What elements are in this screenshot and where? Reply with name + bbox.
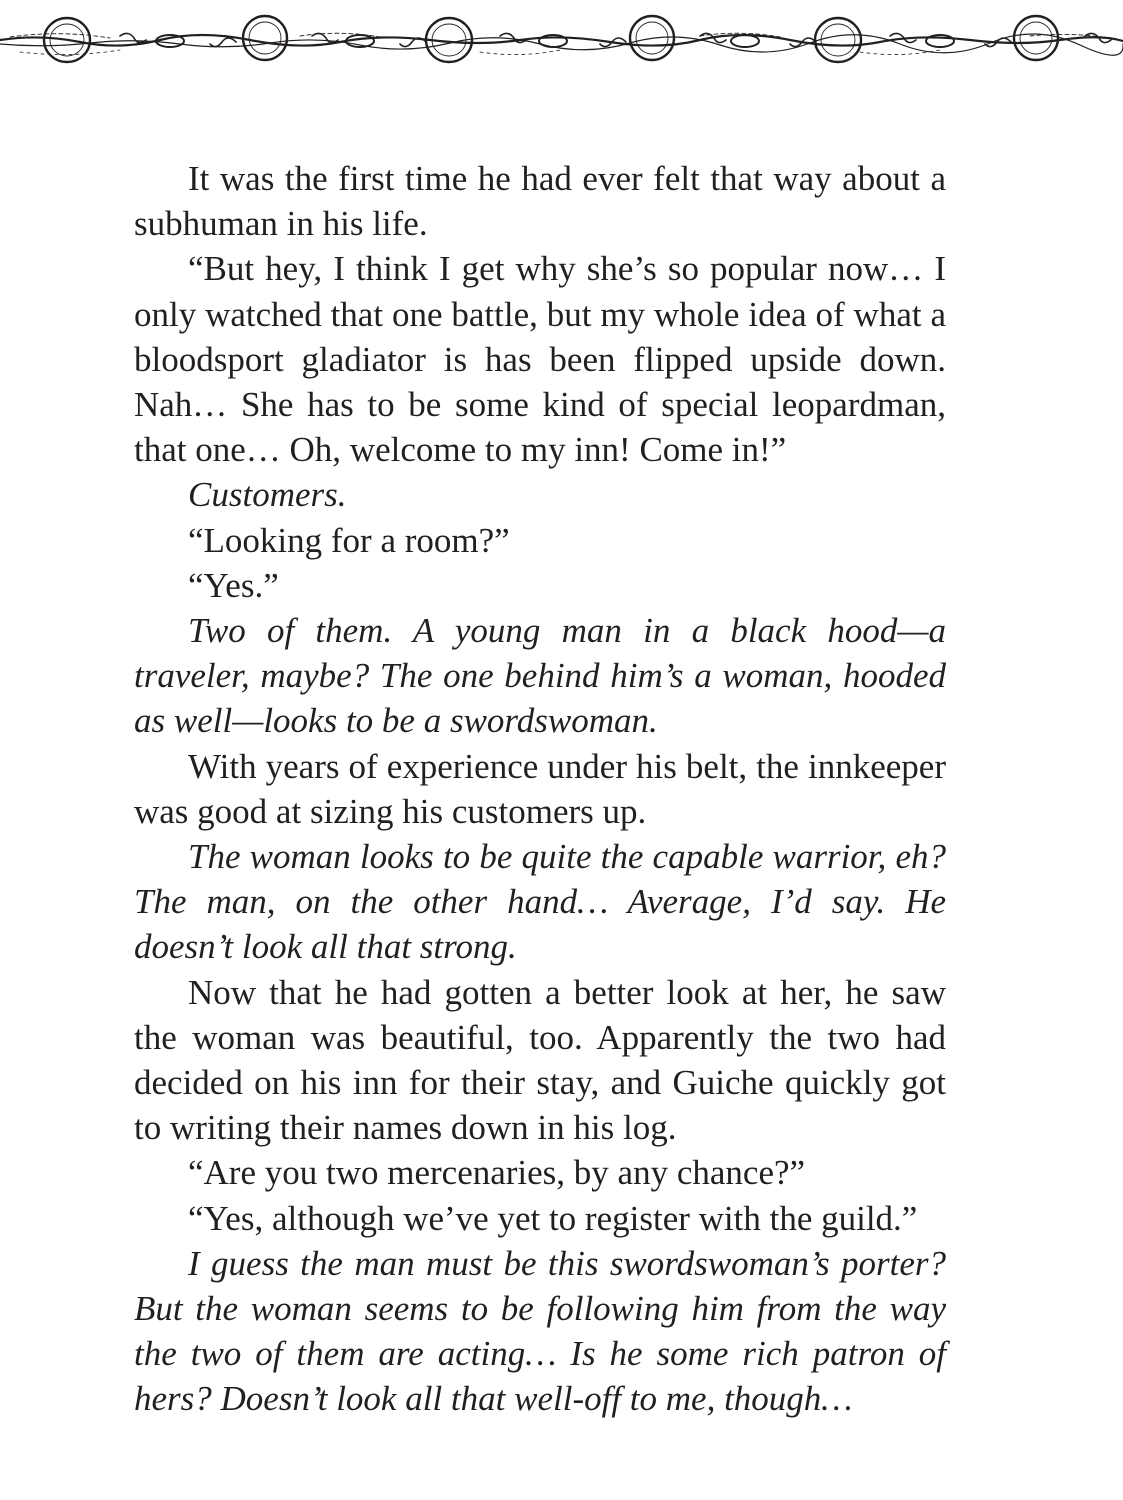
paragraph: “Yes.” [188, 565, 279, 605]
paragraph: It was the first time he had ever felt that way about a subhuman in his life. [134, 159, 946, 244]
paragraph-italic: Customers. [188, 475, 347, 515]
paragraph: “Yes, although we’ve yet to register with the guild.” [188, 1198, 918, 1238]
page-text [134, 156, 946, 1422]
paragraph: “Looking for a room?” [188, 520, 510, 560]
paragraph: Now that he had gotten a better look at her, he saw the woman was beautiful, too. Apparently the two had decided on his inn for their stay, and Guiche quickly got to writing their names down in his log. [134, 972, 946, 1148]
paragraph: With years of experience under his belt, the innkeeper was good at sizing his customers up. [134, 746, 946, 831]
paragraph-italic: I guess the man must be this swordswoman’s porter? But the woman seems to be following him from the way the two of them are acting… Is he some rich patron of hers? Doesn’t look all that well-off to me, though… [134, 1243, 946, 1419]
paragraph: “But hey, I think I get why she’s so popular now… I only watched that one battle, but my whole idea of what a bloodsport gladiator is has been flipped upside down. Nah… She has to be some kind of special leopardman, that one… Oh, welcome to my inn! Come in!” [134, 249, 946, 470]
paragraph-italic: The woman looks to be quite the capable warrior, eh? The man, on the other hand… Average, I’d say. He doesn’t look all that strong. [134, 837, 946, 967]
chain-border-ornament [0, 0, 1123, 80]
paragraph: “Are you two mercenaries, by any chance?” [188, 1153, 806, 1193]
paragraph-italic: Two of them. A young man in a black hood—a traveler, maybe? The one behind him’s a woman, hooded as well—looks to be a swordswoman. [134, 611, 946, 741]
